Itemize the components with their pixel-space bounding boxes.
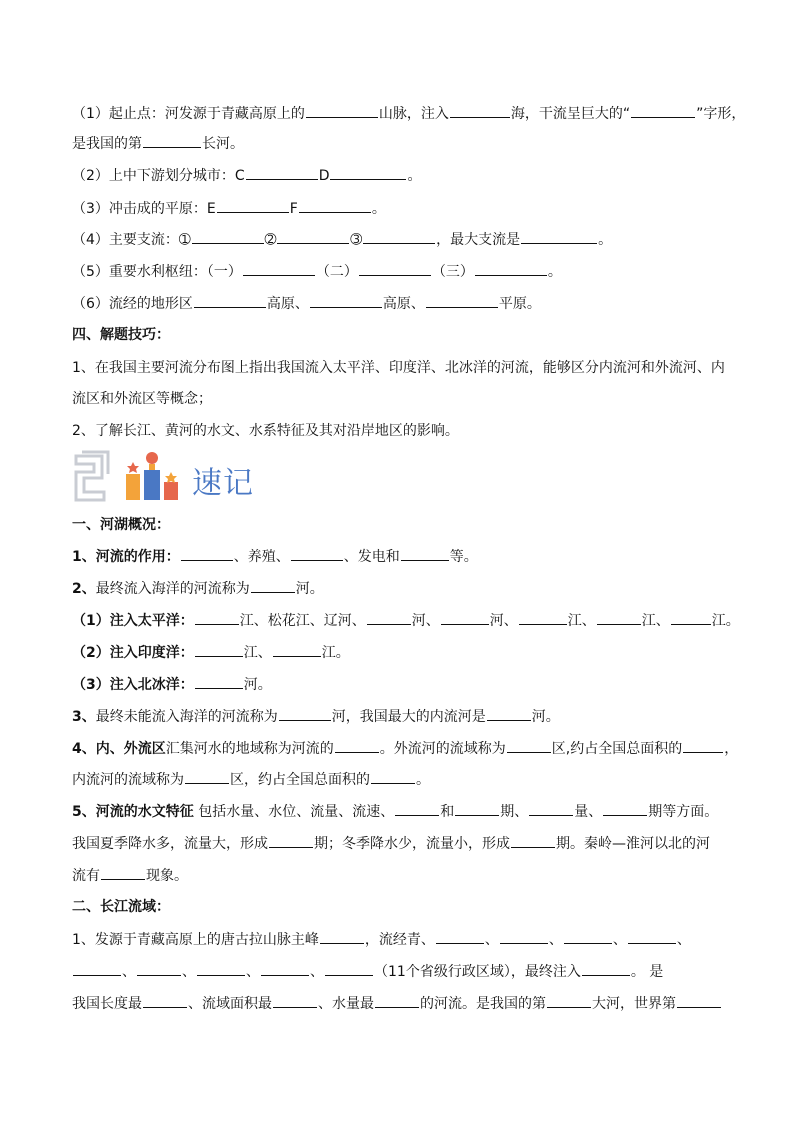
s1-text: 期等方面。	[648, 804, 719, 820]
s1-text: 和	[440, 804, 455, 820]
s1-text: 河。	[243, 677, 272, 693]
blank[interactable]	[487, 706, 531, 721]
s1-text: 江、	[641, 613, 670, 629]
s1-text: 5、河流的水文特征	[72, 804, 194, 820]
blank[interactable]	[359, 261, 431, 276]
s1-text: 期、	[500, 804, 529, 820]
s1-text: ，	[724, 741, 739, 757]
s2-text: 。 是	[630, 964, 664, 980]
blank[interactable]	[269, 833, 313, 848]
s1-text: 、发电和	[343, 549, 400, 565]
s2-text: （11个省级行政区域），最终注入	[374, 964, 581, 980]
blank[interactable]	[375, 993, 419, 1008]
s1-text: 最终流入海洋的河流称为	[95, 581, 250, 597]
blank[interactable]	[582, 961, 630, 976]
s2-line1	[72, 929, 691, 950]
blank[interactable]	[306, 103, 378, 118]
s1-text: 江、	[567, 613, 596, 629]
blank[interactable]	[455, 801, 499, 816]
s1-text: 流有	[72, 868, 100, 884]
s2-text: 的河流。是我国的第	[420, 996, 546, 1012]
s2-text: 大河，世界第	[592, 996, 676, 1012]
q1-line1	[72, 103, 745, 124]
q3-line	[72, 198, 386, 219]
blank[interactable]	[628, 929, 676, 944]
blank[interactable]	[507, 738, 551, 753]
q3-text: （3）冲击成的平原：E	[72, 201, 216, 217]
q6-text: （6）流经的地形区	[72, 296, 193, 312]
section4-heading: 四、解题技巧：	[72, 327, 170, 343]
s2-text: 、	[182, 964, 196, 980]
q4-text: （4）主要支流：	[72, 232, 179, 248]
q1-text: 海，干流呈巨大的“	[510, 106, 631, 122]
blank[interactable]	[521, 229, 597, 244]
blank[interactable]	[320, 929, 364, 944]
s1-text: 河、	[411, 613, 440, 629]
blank[interactable]	[101, 865, 145, 880]
s1-text: 江、	[243, 645, 272, 661]
s1-text: 最终未能流入海洋的河流称为	[95, 709, 278, 725]
blank[interactable]	[597, 610, 641, 625]
s1-text: 现象。	[146, 868, 188, 884]
q1-line2	[72, 133, 244, 154]
blank[interactable]	[529, 801, 573, 816]
blank[interactable]	[325, 961, 373, 976]
s1-line9	[72, 801, 718, 822]
blank[interactable]	[441, 610, 489, 625]
blank[interactable]	[363, 229, 435, 244]
s1-text: 、养殖、	[233, 549, 290, 565]
blank[interactable]	[243, 261, 315, 276]
s1-text: 内流河的流域称为	[72, 772, 184, 788]
blank[interactable]	[195, 674, 243, 689]
banner-title: 速记	[192, 466, 254, 501]
blank[interactable]	[299, 198, 371, 213]
blank[interactable]	[197, 961, 245, 976]
blank[interactable]	[683, 738, 723, 753]
s1-text: 汇集河水的地域称为河流的	[165, 741, 334, 757]
q1-text: 长河。	[202, 136, 244, 152]
s1-text: 河、	[489, 613, 518, 629]
q6-text: 平原。	[498, 296, 541, 312]
s2-text: 、	[310, 964, 324, 980]
s1-text: 量、	[574, 804, 603, 820]
blank[interactable]	[73, 961, 121, 976]
blank[interactable]	[273, 993, 317, 1008]
blank[interactable]	[426, 293, 498, 308]
blank[interactable]	[475, 261, 547, 276]
s1-text: （1）注入太平洋：	[72, 613, 194, 629]
s1-text: 江。	[711, 613, 740, 629]
blank[interactable]	[277, 229, 349, 244]
s1-line4	[72, 642, 350, 663]
q5-line	[72, 261, 562, 282]
q5-text: （三）	[431, 264, 474, 280]
q5-text: （二）	[315, 264, 358, 280]
circled-number-2: ➁	[264, 232, 277, 248]
s1-text: 我国夏季降水多，流量大，形成	[72, 836, 268, 852]
s2-text: ，流经青、	[364, 932, 435, 948]
s1-line8	[72, 769, 430, 790]
s1-text: （2）注入印度洋：	[72, 645, 194, 661]
q1-text: 山脉，注入	[378, 106, 449, 122]
s1-line7	[72, 738, 738, 759]
s1-line10	[72, 833, 710, 854]
s1-text: 2、	[72, 581, 96, 597]
blank[interactable]	[677, 993, 721, 1008]
podium-trophy-icon	[122, 448, 182, 504]
s1-text: 河，我国最大的内流河是	[331, 709, 486, 725]
blank[interactable]	[185, 769, 229, 784]
section4-para1-line2: 流区和外流区等概念；	[72, 391, 212, 407]
s1-text: 期；冬季降水少，流量小，形成	[314, 836, 510, 852]
blank[interactable]	[547, 993, 591, 1008]
blank[interactable]	[137, 961, 181, 976]
s2-text: 、	[548, 932, 563, 948]
s2-text: 、水量最	[318, 996, 374, 1012]
s1-line2	[72, 578, 324, 599]
q6-line	[72, 293, 541, 314]
s1-line1	[72, 546, 478, 567]
q3-text: F	[289, 201, 298, 217]
q5-text: （5）重要水利枢纽：（一）	[72, 264, 242, 280]
q1-text: （1）起止点：河发源于青藏高原上的	[72, 106, 305, 122]
q1-text: ”字形，	[696, 106, 746, 122]
q1-text: 是我国的第	[72, 136, 142, 152]
blank[interactable]	[246, 165, 318, 180]
q2-line	[72, 165, 421, 186]
s1-text: 河。	[295, 581, 324, 597]
blank[interactable]	[261, 961, 309, 976]
s2-line2	[72, 961, 663, 982]
blank[interactable]	[395, 801, 439, 816]
blank[interactable]	[631, 103, 695, 118]
q4-line	[72, 229, 612, 250]
s1-heading: 一、河湖概况：	[72, 517, 170, 533]
blank[interactable]	[181, 546, 233, 561]
q2-text: D	[318, 168, 330, 184]
circled-number-1: ➀	[178, 232, 191, 248]
circled-number-3: ➂	[350, 232, 363, 248]
blank[interactable]	[401, 546, 449, 561]
s2-text: 我国长度最	[72, 996, 142, 1012]
s2-line3	[72, 993, 722, 1014]
blank[interactable]	[143, 133, 201, 148]
s1-text: 江。	[321, 645, 350, 661]
blank[interactable]	[450, 103, 510, 118]
s2-text: 、	[484, 932, 499, 948]
blank[interactable]	[335, 738, 379, 753]
s1-line3	[72, 610, 740, 631]
blank[interactable]	[143, 993, 187, 1008]
s1-text: 3、	[72, 709, 96, 725]
s2-text: 、	[676, 932, 691, 948]
blank[interactable]	[192, 229, 264, 244]
blank[interactable]	[291, 546, 343, 561]
s1-text: 河。	[531, 709, 560, 725]
q4-text: 。	[598, 232, 613, 248]
q2-text: （2）上中下游划分城市：C	[72, 168, 245, 184]
blank[interactable]	[367, 610, 411, 625]
blank[interactable]	[371, 769, 415, 784]
s2-text: 、	[122, 964, 136, 980]
blank[interactable]	[310, 293, 382, 308]
section4-para1-line1: 1、在我国主要河流分布图上指出我国流入太平洋、印度洋、北冰洋的河流，能够区分内流河和外流河、内	[72, 360, 725, 376]
blank[interactable]	[519, 610, 567, 625]
q4-text: ，最大支流是	[436, 232, 521, 248]
blank[interactable]	[511, 833, 555, 848]
s1-text: 1、河流的作用：	[72, 549, 180, 565]
blank[interactable]	[195, 610, 239, 625]
s1-text: 等。	[449, 549, 478, 565]
q3-text: 。	[371, 201, 386, 217]
blank[interactable]	[330, 165, 406, 180]
s2-text: 、流域面积最	[188, 996, 272, 1012]
s1-text: 区，约占全国总面积的	[230, 772, 370, 788]
blank[interactable]	[194, 293, 266, 308]
section4-para2: 2、了解长江、黄河的水文、水系特征及其对沿岸地区的影响。	[72, 423, 459, 439]
q5-text: 。	[547, 264, 562, 280]
blank[interactable]	[251, 578, 295, 593]
s1-text: （3）注入北冰洋：	[72, 677, 194, 693]
blank[interactable]	[273, 642, 321, 657]
blank[interactable]	[671, 610, 711, 625]
blank[interactable]	[603, 801, 647, 816]
s1-line6	[72, 706, 560, 727]
s1-line11	[72, 865, 188, 886]
s2-text: 1、发源于青藏高原上的唐古拉山脉主峰	[72, 932, 319, 948]
s2-text: 、	[246, 964, 260, 980]
s1-text: 期。秦岭—淮河以北的河	[556, 836, 710, 852]
s1-text: 。外流河的流域称为	[379, 741, 506, 757]
blank[interactable]	[500, 929, 548, 944]
q6-text: 高原、	[266, 296, 309, 312]
s1-text: 江、松花江、辽河、	[239, 613, 366, 629]
s1-text: 区,约占全国总面积的	[551, 741, 683, 757]
blank[interactable]	[436, 929, 484, 944]
s1-line5	[72, 674, 272, 695]
s1-text: 包括水量、水位、流量、流速、	[193, 804, 395, 820]
s1-text: 4、内、外流区	[72, 741, 166, 757]
s2-text: 、	[612, 932, 627, 948]
s2-heading: 二、长江流域：	[72, 899, 170, 915]
s1-text: 。	[416, 772, 430, 788]
q2-text: 。	[407, 168, 422, 184]
blank[interactable]	[279, 706, 331, 721]
blank[interactable]	[217, 198, 289, 213]
blank[interactable]	[564, 929, 612, 944]
blank[interactable]	[195, 642, 243, 657]
q6-text: 高原、	[382, 296, 425, 312]
